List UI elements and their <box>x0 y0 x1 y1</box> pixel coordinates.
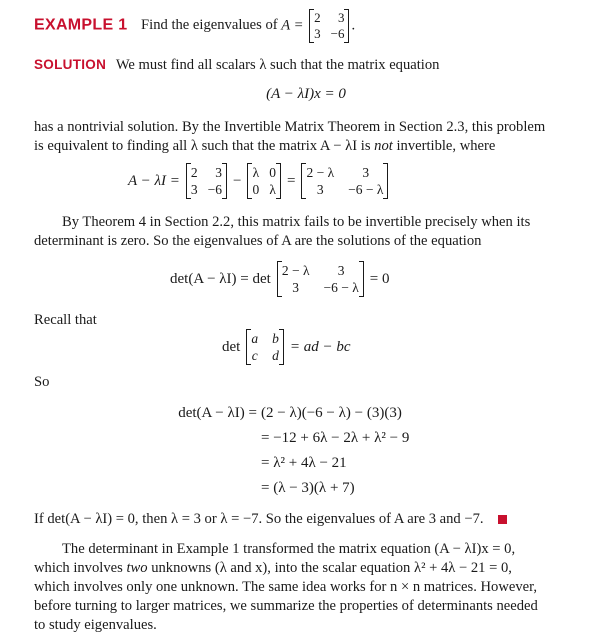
generic-matrix: a b c d <box>246 330 284 364</box>
solution-line <box>34 55 439 75</box>
example-header: EXAMPLE 1 Find the eigenvalues of A = 2 3 3 −6 . <box>34 10 356 41</box>
recall-text: Recall that <box>34 312 97 328</box>
equation-2: A − λI = 2 3 3 −6 − λ 0 0 λ = 2 − λ 3 3 −6 − λ <box>128 164 390 198</box>
so-text: So <box>34 374 50 390</box>
equation-1: (A − λI)x = 0 <box>266 86 346 102</box>
matrix-lambda-I: λ 0 0 λ <box>247 164 281 198</box>
example-label: EXAMPLE 1 <box>34 16 128 34</box>
example-matrix: 2 3 3 −6 <box>309 10 349 42</box>
equation-3: det(A − λI) = det 2 − λ 3 3 −6 − λ = 0 <box>170 263 390 295</box>
solution-label: SOLUTION <box>34 57 107 72</box>
equation-recall: det a b c d = ad − bc <box>222 331 351 363</box>
det-matrix: 2 − λ 3 3 −6 − λ <box>277 262 364 296</box>
end-of-example-icon <box>498 515 507 524</box>
derivation: det(A − λI) = (2 − λ)(−6 − λ) − (3)(3) = −12 + 6λ − 2λ + λ² − 9 = λ² + 4λ − 21 = (λ − 3)(λ + 7) <box>178 405 410 496</box>
paragraph-2: By Theorem 4 in Section 2.2, this matrix fails to be invertible precisely when its determinant is zero. So the eigenvalues of A are the solutions of the equation <box>34 214 531 249</box>
conclusion: If det(A − λI) = 0, then λ = 3 or λ = −7. So the eigenvalues of A are 3 and −7. <box>34 510 507 529</box>
paragraph-3: The determinant in Example 1 transformed the matrix equation (A − λI)x = 0, which involves two unknowns (λ and x), into the scalar equation λ² + 4λ − 21 = 0, which involves only one unknown. The same idea works for n × n matrices. However, before turning to larger matrices, we summarize the properties of determinants needed to study eigenvalues. <box>34 541 538 633</box>
example-matrix-name: A = <box>281 17 304 34</box>
example-prompt: Find the eigenvalues of <box>141 17 278 34</box>
solution-text: We must find all scalars λ such that the matrix equation <box>115 57 440 73</box>
matrix-A-minus-lambda-I: 2 − λ 3 3 −6 − λ <box>301 164 388 198</box>
matrix-A: 2 3 3 −6 <box>186 164 227 198</box>
paragraph-1: has a nontrivial solution. By the Invertible Matrix Theorem in Section 2.3, this problem is equivalent to finding all λ such that the matrix A − λI is not invertible, where <box>34 119 546 154</box>
